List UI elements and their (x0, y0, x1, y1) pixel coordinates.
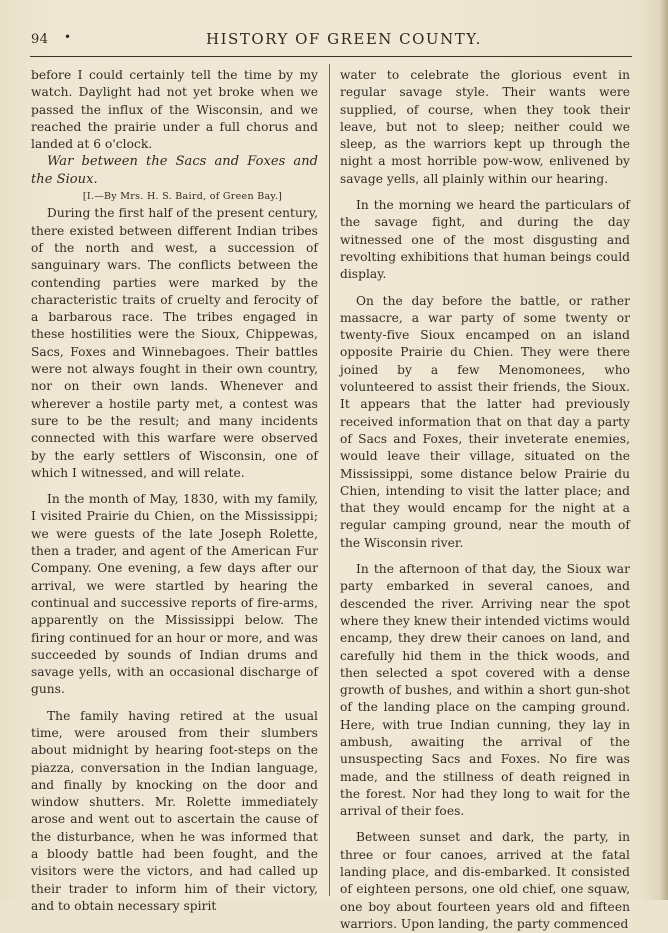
section-heading: War between the Sacs and Foxes and the Sioux. (31, 154, 318, 187)
paragraph: The family having retired at the usual time, were aroused from their slumbers about midnight by hearing foot-steps on the piazza, conversation in the Indian language, and finally by knocking on the door and window shutters. Mr. Rolette immediately arose and went out to ascertain the cause of the disturbance, when he was informed that a bloody battle had been fought, and the visitors were the victors, and had called up their trader to inform him of their victory, and to obtain necessary spirit (31, 708, 318, 913)
page-header (0, 30, 668, 50)
running-title: HISTORY OF GREEN COUNTY. (206, 30, 482, 48)
attribution: [I.—By Mrs. H. S. Baird, of Green Bay.] (82, 191, 283, 203)
paragraph: before I could certainly tell the time by my watch. Daylight had not yet broke when we passed the influx of the Wisconsin, and we reached the prairie under a full chorus and landed at 6 o'clock. (31, 68, 318, 152)
paragraph: On the day before the battle, or rather massacre, a war party of some twenty or twenty-five Sioux encamped on an island opposite Prairie du Chien. They were there joined by a few Menomonees, who volunteered to assist their friends, the Sioux. It appears that the latter had previously received information that on that day a party of Sacs and Foxes, their inveterate enemies, would leave their village, situated on the Mississippi, some distance below Prairie du Chien, intending to visit the latter place; and that they would encamp for the night at a regular camping ground, near the mouth of the Wisconsin river. (340, 293, 630, 550)
left-column (31, 67, 318, 915)
paragraph: Between sunset and dark, the party, in three or four canoes, arrived at the fatal landing place, and dis-embarked. It consisted of eighteen persons, one old chief, one squaw, one boy about fourteen years old and fifteen warriors. Upon landing, the party commenced (340, 830, 630, 931)
paragraph: During the first half of the present century, there existed between different Indian tribes of the north and west, a succession of sanguinary wars. The conflicts between the contending parties were marked by the characteristic traits of cruelty and ferocity of a barbarous race. The tribes engaged in these hostilities were the Sioux, Chippewas, Sacs, Foxes and Winnebagoes. Their battles were not always fought in their own country, nor on their own lands. Whenever and wherever a hostile party met, a contest was sure to be the result; and many incidents connected with this warfare were observed by the early settlers of Wisconsin, one of which I witnessed, and will relate. (31, 206, 318, 480)
paragraph: In the month of May, 1830, with my family, I visited Prairie du Chien, on the Mississippi; we were guests of the late Joseph Rolette, then a trader, and agent of the American Fur Company. One evening, a few days after our arrival, we were startled by hearing the continual and successive reports of fire-arms, apparently on the Mississippi below. The firing continued for an hour or more, and was succeeded by sounds of Indian drums and savage yells, with an occasional discharge of guns. (31, 492, 318, 697)
page-edge (660, 0, 668, 900)
header-dot: • (64, 30, 72, 44)
paragraph: In the afternoon of that day, the Sioux war party embarked in several canoes, and descended the river. Arriving near the spot where they knew their intended victims would encamp, they drew their canoes on land, and carefully hid them in the thick woods, and then selected a spot covered with a dense growth of bushes, and within a short gun-shot of the landing place on the camping ground. Here, with true Indian cunning, they lay in ambush, awaiting the arrival of the unsuspecting Sacs and Foxes. No fire was made, and the stillness of death reigned in the forest. Nor had they long to wait for the arrival of their foes. (340, 562, 630, 819)
right-column (340, 67, 630, 933)
header-rule (30, 56, 632, 57)
paragraph: In the morning we heard the particulars of the savage fight, and during the day witnessed one of the most disgusting and revolting exhibitions that human beings could display. (340, 198, 630, 282)
page-number: 94 (31, 32, 49, 47)
paragraph: water to celebrate the glorious event in regular savage style. Their wants were supplied, of course, when they took their leave, but not to sleep; neither could we sleep, as the warriors kept up through the night a most horrible pow-wow, enlivened by savage yells, all plainly within our hearing. (340, 68, 630, 186)
column-divider (329, 64, 330, 896)
